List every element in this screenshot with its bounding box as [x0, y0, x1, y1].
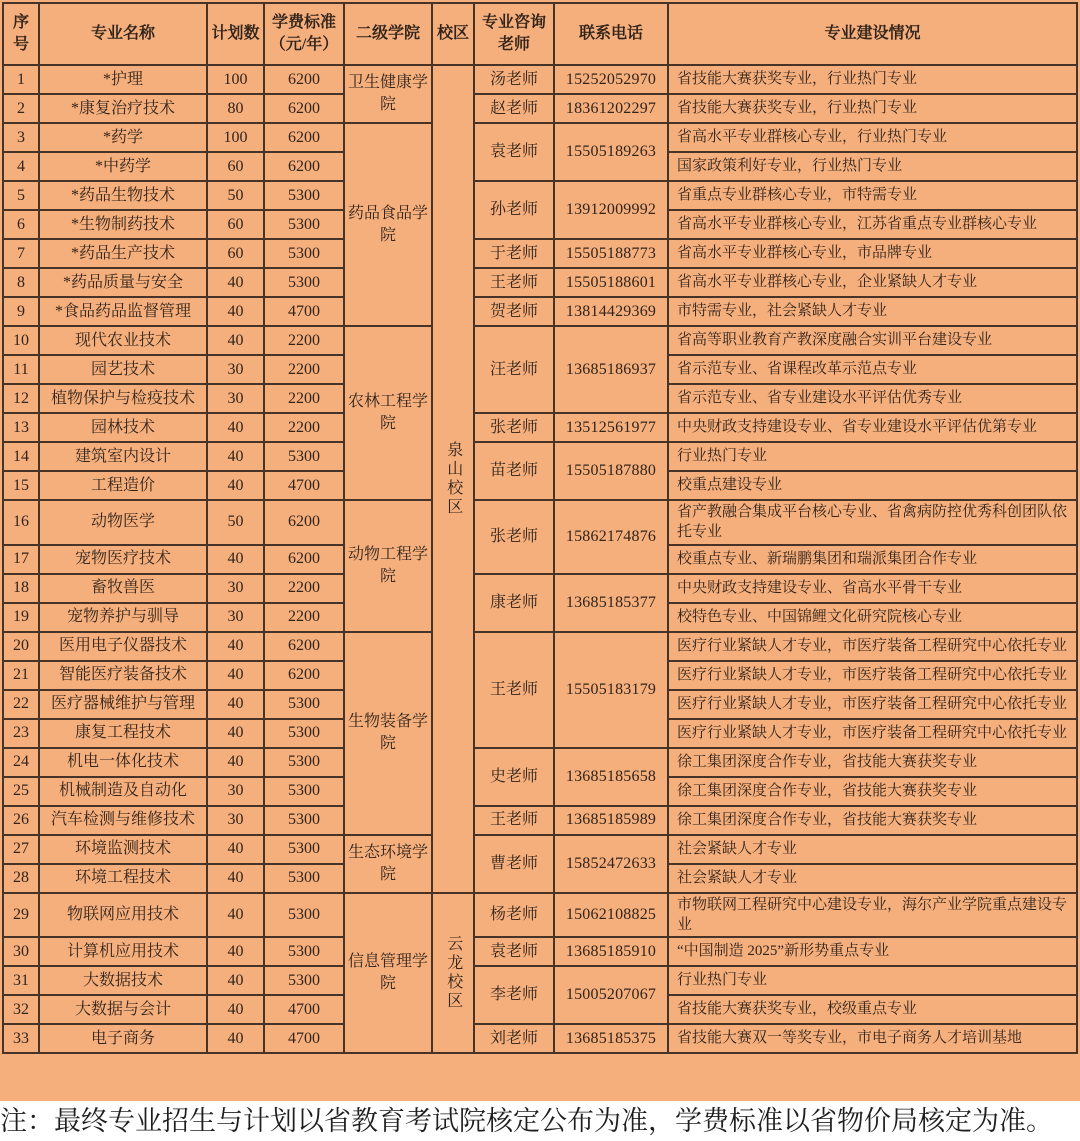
fee-cell: 5300 [264, 835, 344, 864]
row-number-cell: 24 [3, 748, 39, 777]
major-cell: 电子商务 [39, 1024, 207, 1053]
fee-cell: 5300 [264, 268, 344, 297]
major-cell: 医疗器械维护与管理 [39, 690, 207, 719]
major-cell: 现代农业技术 [39, 326, 207, 355]
plan-cell: 50 [207, 500, 264, 545]
table-row [3, 442, 1077, 471]
teacher-cell: 王老师 [474, 632, 554, 748]
major-cell: 畜牧兽医 [39, 574, 207, 603]
plan-cell: 40 [207, 1024, 264, 1053]
fee-cell: 4700 [264, 297, 344, 326]
table-row [3, 937, 1077, 966]
fee-cell: 5300 [264, 777, 344, 806]
row-number-cell: 20 [3, 632, 39, 661]
plan-cell: 40 [207, 632, 264, 661]
construction-cell: 省技能大赛获奖专业，校级重点专业 [668, 995, 1077, 1024]
phone-cell: 13685185910 [554, 937, 668, 966]
plan-cell: 40 [207, 719, 264, 748]
phone-cell: 15062108825 [554, 893, 668, 938]
row-number-cell: 26 [3, 806, 39, 835]
row-number-cell: 5 [3, 181, 39, 210]
plan-cell: 30 [207, 384, 264, 413]
row-number-cell: 21 [3, 661, 39, 690]
major-cell: *药品质量与安全 [39, 268, 207, 297]
fee-cell: 2200 [264, 384, 344, 413]
row-number-cell: 12 [3, 384, 39, 413]
college-cell: 卫生健康学院 [344, 65, 432, 123]
fee-cell: 4700 [264, 1024, 344, 1053]
header-plan-count: 计划数 [207, 3, 264, 65]
teacher-cell: 杨老师 [474, 893, 554, 938]
header-major-name: 专业名称 [39, 3, 207, 65]
plan-cell: 40 [207, 893, 264, 938]
plan-cell: 40 [207, 268, 264, 297]
college-cell: 生物装备学院 [344, 632, 432, 835]
row-number-cell: 31 [3, 966, 39, 995]
major-cell: 大数据技术 [39, 966, 207, 995]
major-cell: *药品生物技术 [39, 181, 207, 210]
fee-cell: 5300 [264, 690, 344, 719]
teacher-cell: 康老师 [474, 574, 554, 632]
table-row [3, 123, 1077, 152]
fee-cell: 4700 [264, 471, 344, 500]
major-cell: *护理 [39, 65, 207, 94]
plan-cell: 30 [207, 806, 264, 835]
phone-cell: 15862174876 [554, 500, 668, 574]
college-cell: 动物工程学院 [344, 500, 432, 632]
teacher-cell: 于老师 [474, 239, 554, 268]
plan-cell: 40 [207, 326, 264, 355]
header-row [3, 3, 1077, 65]
major-cell: 环境监测技术 [39, 835, 207, 864]
plan-cell: 40 [207, 471, 264, 500]
table-row [3, 748, 1077, 777]
plan-cell: 40 [207, 297, 264, 326]
phone-cell: 15505188773 [554, 239, 668, 268]
phone-cell: 18361202297 [554, 94, 668, 123]
construction-cell: 徐工集团深度合作专业，省技能大赛获奖专业 [668, 748, 1077, 777]
row-number-cell: 11 [3, 355, 39, 384]
fee-cell: 6200 [264, 500, 344, 545]
construction-cell: 中央财政支持建设专业、省专业建设水平评估优第专业 [668, 413, 1077, 442]
major-cell: *药品生产技术 [39, 239, 207, 268]
plan-cell: 30 [207, 355, 264, 384]
plan-cell: 40 [207, 690, 264, 719]
phone-cell: 13685185377 [554, 574, 668, 632]
teacher-cell: 王老师 [474, 806, 554, 835]
plan-cell: 40 [207, 835, 264, 864]
row-number-cell: 18 [3, 574, 39, 603]
teacher-cell: 汪老师 [474, 326, 554, 413]
phone-cell: 13814429369 [554, 297, 668, 326]
construction-cell: 医疗行业紧缺人才专业，市医疗装备工程研究中心依托专业 [668, 632, 1077, 661]
phone-cell: 15852472633 [554, 835, 668, 893]
teacher-cell: 赵老师 [474, 94, 554, 123]
row-number-cell: 13 [3, 413, 39, 442]
phone-cell: 13912009992 [554, 181, 668, 239]
plan-cell: 40 [207, 442, 264, 471]
table-row [3, 632, 1077, 661]
phone-cell: 15505187880 [554, 442, 668, 500]
teacher-cell: 王老师 [474, 268, 554, 297]
construction-cell: “中国制造 2025”新形势重点专业 [668, 937, 1077, 966]
fee-cell: 6200 [264, 65, 344, 94]
fee-cell: 2200 [264, 355, 344, 384]
construction-cell: 市物联网工程研究中心建设专业，海尔产业学院重点建设专业 [668, 893, 1077, 938]
table-row [3, 65, 1077, 94]
row-number-cell: 1 [3, 65, 39, 94]
plan-cell: 100 [207, 123, 264, 152]
major-cell: *康复治疗技术 [39, 94, 207, 123]
header-seq: 序号 [3, 3, 39, 65]
construction-cell: 市特需专业，社会紧缺人才专业 [668, 297, 1077, 326]
major-cell: 汽车检测与维修技术 [39, 806, 207, 835]
plan-cell: 40 [207, 995, 264, 1024]
row-number-cell: 27 [3, 835, 39, 864]
row-number-cell: 33 [3, 1024, 39, 1053]
row-number-cell: 25 [3, 777, 39, 806]
major-cell: 宠物养护与驯导 [39, 603, 207, 632]
teacher-cell: 汤老师 [474, 65, 554, 94]
fee-cell: 5300 [264, 966, 344, 995]
construction-cell: 省高水平专业群核心专业，行业热门专业 [668, 123, 1077, 152]
construction-cell: 徐工集团深度合作专业，省技能大赛获奖专业 [668, 806, 1077, 835]
fee-cell: 5300 [264, 442, 344, 471]
construction-cell: 省高水平专业群核心专业，市品牌专业 [668, 239, 1077, 268]
row-number-cell: 15 [3, 471, 39, 500]
row-number-cell: 10 [3, 326, 39, 355]
fee-cell: 5300 [264, 937, 344, 966]
row-number-cell: 8 [3, 268, 39, 297]
fee-cell: 5300 [264, 719, 344, 748]
header-tuition: 学费标准（元/年） [264, 3, 344, 65]
construction-cell: 省示范专业、省课程改革示范点专业 [668, 355, 1077, 384]
fee-cell: 5300 [264, 893, 344, 938]
phone-cell: 15505189263 [554, 123, 668, 181]
construction-cell: 社会紧缺人才专业 [668, 835, 1077, 864]
teacher-cell: 贺老师 [474, 297, 554, 326]
fee-cell: 2200 [264, 603, 344, 632]
construction-cell: 校重点专业、新瑞鹏集团和瑞派集团合作专业 [668, 545, 1077, 574]
fee-cell: 6200 [264, 152, 344, 181]
major-cell: *药学 [39, 123, 207, 152]
construction-cell: 医疗行业紧缺人才专业，市医疗装备工程研究中心依托专业 [668, 690, 1077, 719]
major-cell: 工程造价 [39, 471, 207, 500]
construction-cell: 徐工集团深度合作专业，省技能大赛获奖专业 [668, 777, 1077, 806]
campus-label: 泉山校区 [444, 440, 462, 517]
teacher-cell: 曹老师 [474, 835, 554, 893]
row-number-cell: 9 [3, 297, 39, 326]
plan-cell: 30 [207, 574, 264, 603]
fee-cell: 2200 [264, 413, 344, 442]
fee-cell: 5300 [264, 806, 344, 835]
phone-cell: 13685185375 [554, 1024, 668, 1053]
table-row [3, 1024, 1077, 1053]
teacher-cell: 李老师 [474, 966, 554, 1024]
teacher-cell: 孙老师 [474, 181, 554, 239]
fee-cell: 6200 [264, 545, 344, 574]
plan-cell: 40 [207, 937, 264, 966]
fee-cell: 5300 [264, 210, 344, 239]
plan-cell: 40 [207, 864, 264, 893]
row-number-cell: 17 [3, 545, 39, 574]
campus-cell [432, 65, 474, 893]
row-number-cell: 32 [3, 995, 39, 1024]
plan-cell: 50 [207, 181, 264, 210]
college-cell: 药品食品学院 [344, 123, 432, 326]
row-number-cell: 6 [3, 210, 39, 239]
plan-cell: 80 [207, 94, 264, 123]
major-cell: 建筑室内设计 [39, 442, 207, 471]
table-row [3, 268, 1077, 297]
major-cell: 物联网应用技术 [39, 893, 207, 938]
table-row [3, 966, 1077, 995]
major-cell: 动物医学 [39, 500, 207, 545]
header-college: 二级学院 [344, 3, 432, 65]
fee-cell: 6200 [264, 123, 344, 152]
row-number-cell: 14 [3, 442, 39, 471]
row-number-cell: 2 [3, 94, 39, 123]
plan-cell: 60 [207, 152, 264, 181]
major-cell: 环境工程技术 [39, 864, 207, 893]
major-cell: 园林技术 [39, 413, 207, 442]
table-body [3, 65, 1077, 1053]
campus-label: 云龙校区 [444, 934, 462, 1011]
header-campus: 校区 [432, 3, 474, 65]
header-teacher: 专业咨询老师 [474, 3, 554, 65]
major-cell: 康复工程技术 [39, 719, 207, 748]
construction-cell: 省高水平专业群核心专业，江苏省重点专业群核心专业 [668, 210, 1077, 239]
phone-cell: 15252052970 [554, 65, 668, 94]
row-number-cell: 7 [3, 239, 39, 268]
construction-cell: 省示范专业、省专业建设水平评估优秀专业 [668, 384, 1077, 413]
phone-cell: 15505183179 [554, 632, 668, 748]
teacher-cell: 袁老师 [474, 937, 554, 966]
row-number-cell: 28 [3, 864, 39, 893]
plan-cell: 30 [207, 777, 264, 806]
construction-cell: 行业热门专业 [668, 442, 1077, 471]
header-construction: 专业建设情况 [668, 3, 1077, 65]
row-number-cell: 29 [3, 893, 39, 938]
phone-cell: 15505188601 [554, 268, 668, 297]
major-cell: 宠物医疗技术 [39, 545, 207, 574]
phone-cell: 13685185658 [554, 748, 668, 806]
plan-cell: 40 [207, 966, 264, 995]
major-cell: 计算机应用技术 [39, 937, 207, 966]
phone-cell: 13685185989 [554, 806, 668, 835]
plan-cell: 40 [207, 413, 264, 442]
fee-cell: 6200 [264, 94, 344, 123]
plan-cell: 30 [207, 603, 264, 632]
row-number-cell: 19 [3, 603, 39, 632]
row-number-cell: 16 [3, 500, 39, 545]
plan-cell: 40 [207, 545, 264, 574]
fee-cell: 4700 [264, 995, 344, 1024]
teacher-cell: 张老师 [474, 413, 554, 442]
row-number-cell: 4 [3, 152, 39, 181]
plan-cell: 60 [207, 239, 264, 268]
fee-cell: 2200 [264, 574, 344, 603]
college-cell: 信息管理学院 [344, 893, 432, 1054]
construction-cell: 省重点专业群核心专业，市特需专业 [668, 181, 1077, 210]
construction-cell: 社会紧缺人才专业 [668, 864, 1077, 893]
footnote: 注：最终专业招生与计划以省教育考试院核定公布为准，学费标准以省物价局核定为准。 [0, 1101, 1080, 1141]
table-row [3, 835, 1077, 864]
table-row [3, 181, 1077, 210]
construction-cell: 行业热门专业 [668, 966, 1077, 995]
teacher-cell: 苗老师 [474, 442, 554, 500]
major-cell: 植物保护与检疫技术 [39, 384, 207, 413]
table-row [3, 574, 1077, 603]
phone-cell: 13685186937 [554, 326, 668, 413]
table-row [3, 806, 1077, 835]
major-cell: *生物制药技术 [39, 210, 207, 239]
major-cell: 智能医疗装备技术 [39, 661, 207, 690]
teacher-cell: 张老师 [474, 500, 554, 574]
construction-cell: 校特色专业、中国锦鲤文化研究院核心专业 [668, 603, 1077, 632]
construction-cell: 医疗行业紧缺人才专业，市医疗装备工程研究中心依托专业 [668, 719, 1077, 748]
major-cell: 机电一体化技术 [39, 748, 207, 777]
construction-cell: 中央财政支持建设专业、省高水平骨干专业 [668, 574, 1077, 603]
major-cell: 医用电子仪器技术 [39, 632, 207, 661]
teacher-cell: 袁老师 [474, 123, 554, 181]
construction-cell: 省高等职业教育产教深度融合实训平台建设专业 [668, 326, 1077, 355]
table-row [3, 297, 1077, 326]
table-row [3, 94, 1077, 123]
construction-cell: 省技能大赛双一等奖专业，市电子商务人才培训基地 [668, 1024, 1077, 1053]
teacher-cell: 刘老师 [474, 1024, 554, 1053]
major-cell: 机械制造及自动化 [39, 777, 207, 806]
phone-cell: 15005207067 [554, 966, 668, 1024]
fee-cell: 2200 [264, 326, 344, 355]
phone-cell: 13512561977 [554, 413, 668, 442]
major-cell: *中药学 [39, 152, 207, 181]
construction-cell: 省技能大赛获奖专业，行业热门专业 [668, 94, 1077, 123]
fee-cell: 5300 [264, 748, 344, 777]
table-row [3, 893, 1077, 938]
table-row [3, 500, 1077, 545]
construction-cell: 省技能大赛获奖专业，行业热门专业 [668, 65, 1077, 94]
header-phone: 联系电话 [554, 3, 668, 65]
campus-cell [432, 893, 474, 1054]
construction-cell: 医疗行业紧缺人才专业，市医疗装备工程研究中心依托专业 [668, 661, 1077, 690]
fee-cell: 6200 [264, 632, 344, 661]
plan-cell: 100 [207, 65, 264, 94]
row-number-cell: 22 [3, 690, 39, 719]
major-cell: 大数据与会计 [39, 995, 207, 1024]
college-cell: 农林工程学院 [344, 326, 432, 500]
fee-cell: 5300 [264, 239, 344, 268]
fee-cell: 5300 [264, 864, 344, 893]
table-header [3, 3, 1077, 65]
fee-cell: 6200 [264, 661, 344, 690]
construction-cell: 省产教融合集成平台核心专业、省禽病防控优秀科创团队依托专业 [668, 500, 1077, 545]
plan-cell: 40 [207, 748, 264, 777]
table-row [3, 326, 1077, 355]
construction-cell: 国家政策利好专业，行业热门专业 [668, 152, 1077, 181]
teacher-cell: 史老师 [474, 748, 554, 806]
admission-plan-table [2, 2, 1078, 1054]
table-row [3, 413, 1077, 442]
construction-cell: 省高水平专业群核心专业，企业紧缺人才专业 [668, 268, 1077, 297]
construction-cell: 校重点建设专业 [668, 471, 1077, 500]
major-cell: *食品药品监督管理 [39, 297, 207, 326]
row-number-cell: 3 [3, 123, 39, 152]
plan-cell: 40 [207, 661, 264, 690]
major-cell: 园艺技术 [39, 355, 207, 384]
row-number-cell: 30 [3, 937, 39, 966]
college-cell: 生态环境学院 [344, 835, 432, 893]
plan-cell: 60 [207, 210, 264, 239]
row-number-cell: 23 [3, 719, 39, 748]
table-row [3, 239, 1077, 268]
fee-cell: 5300 [264, 181, 344, 210]
